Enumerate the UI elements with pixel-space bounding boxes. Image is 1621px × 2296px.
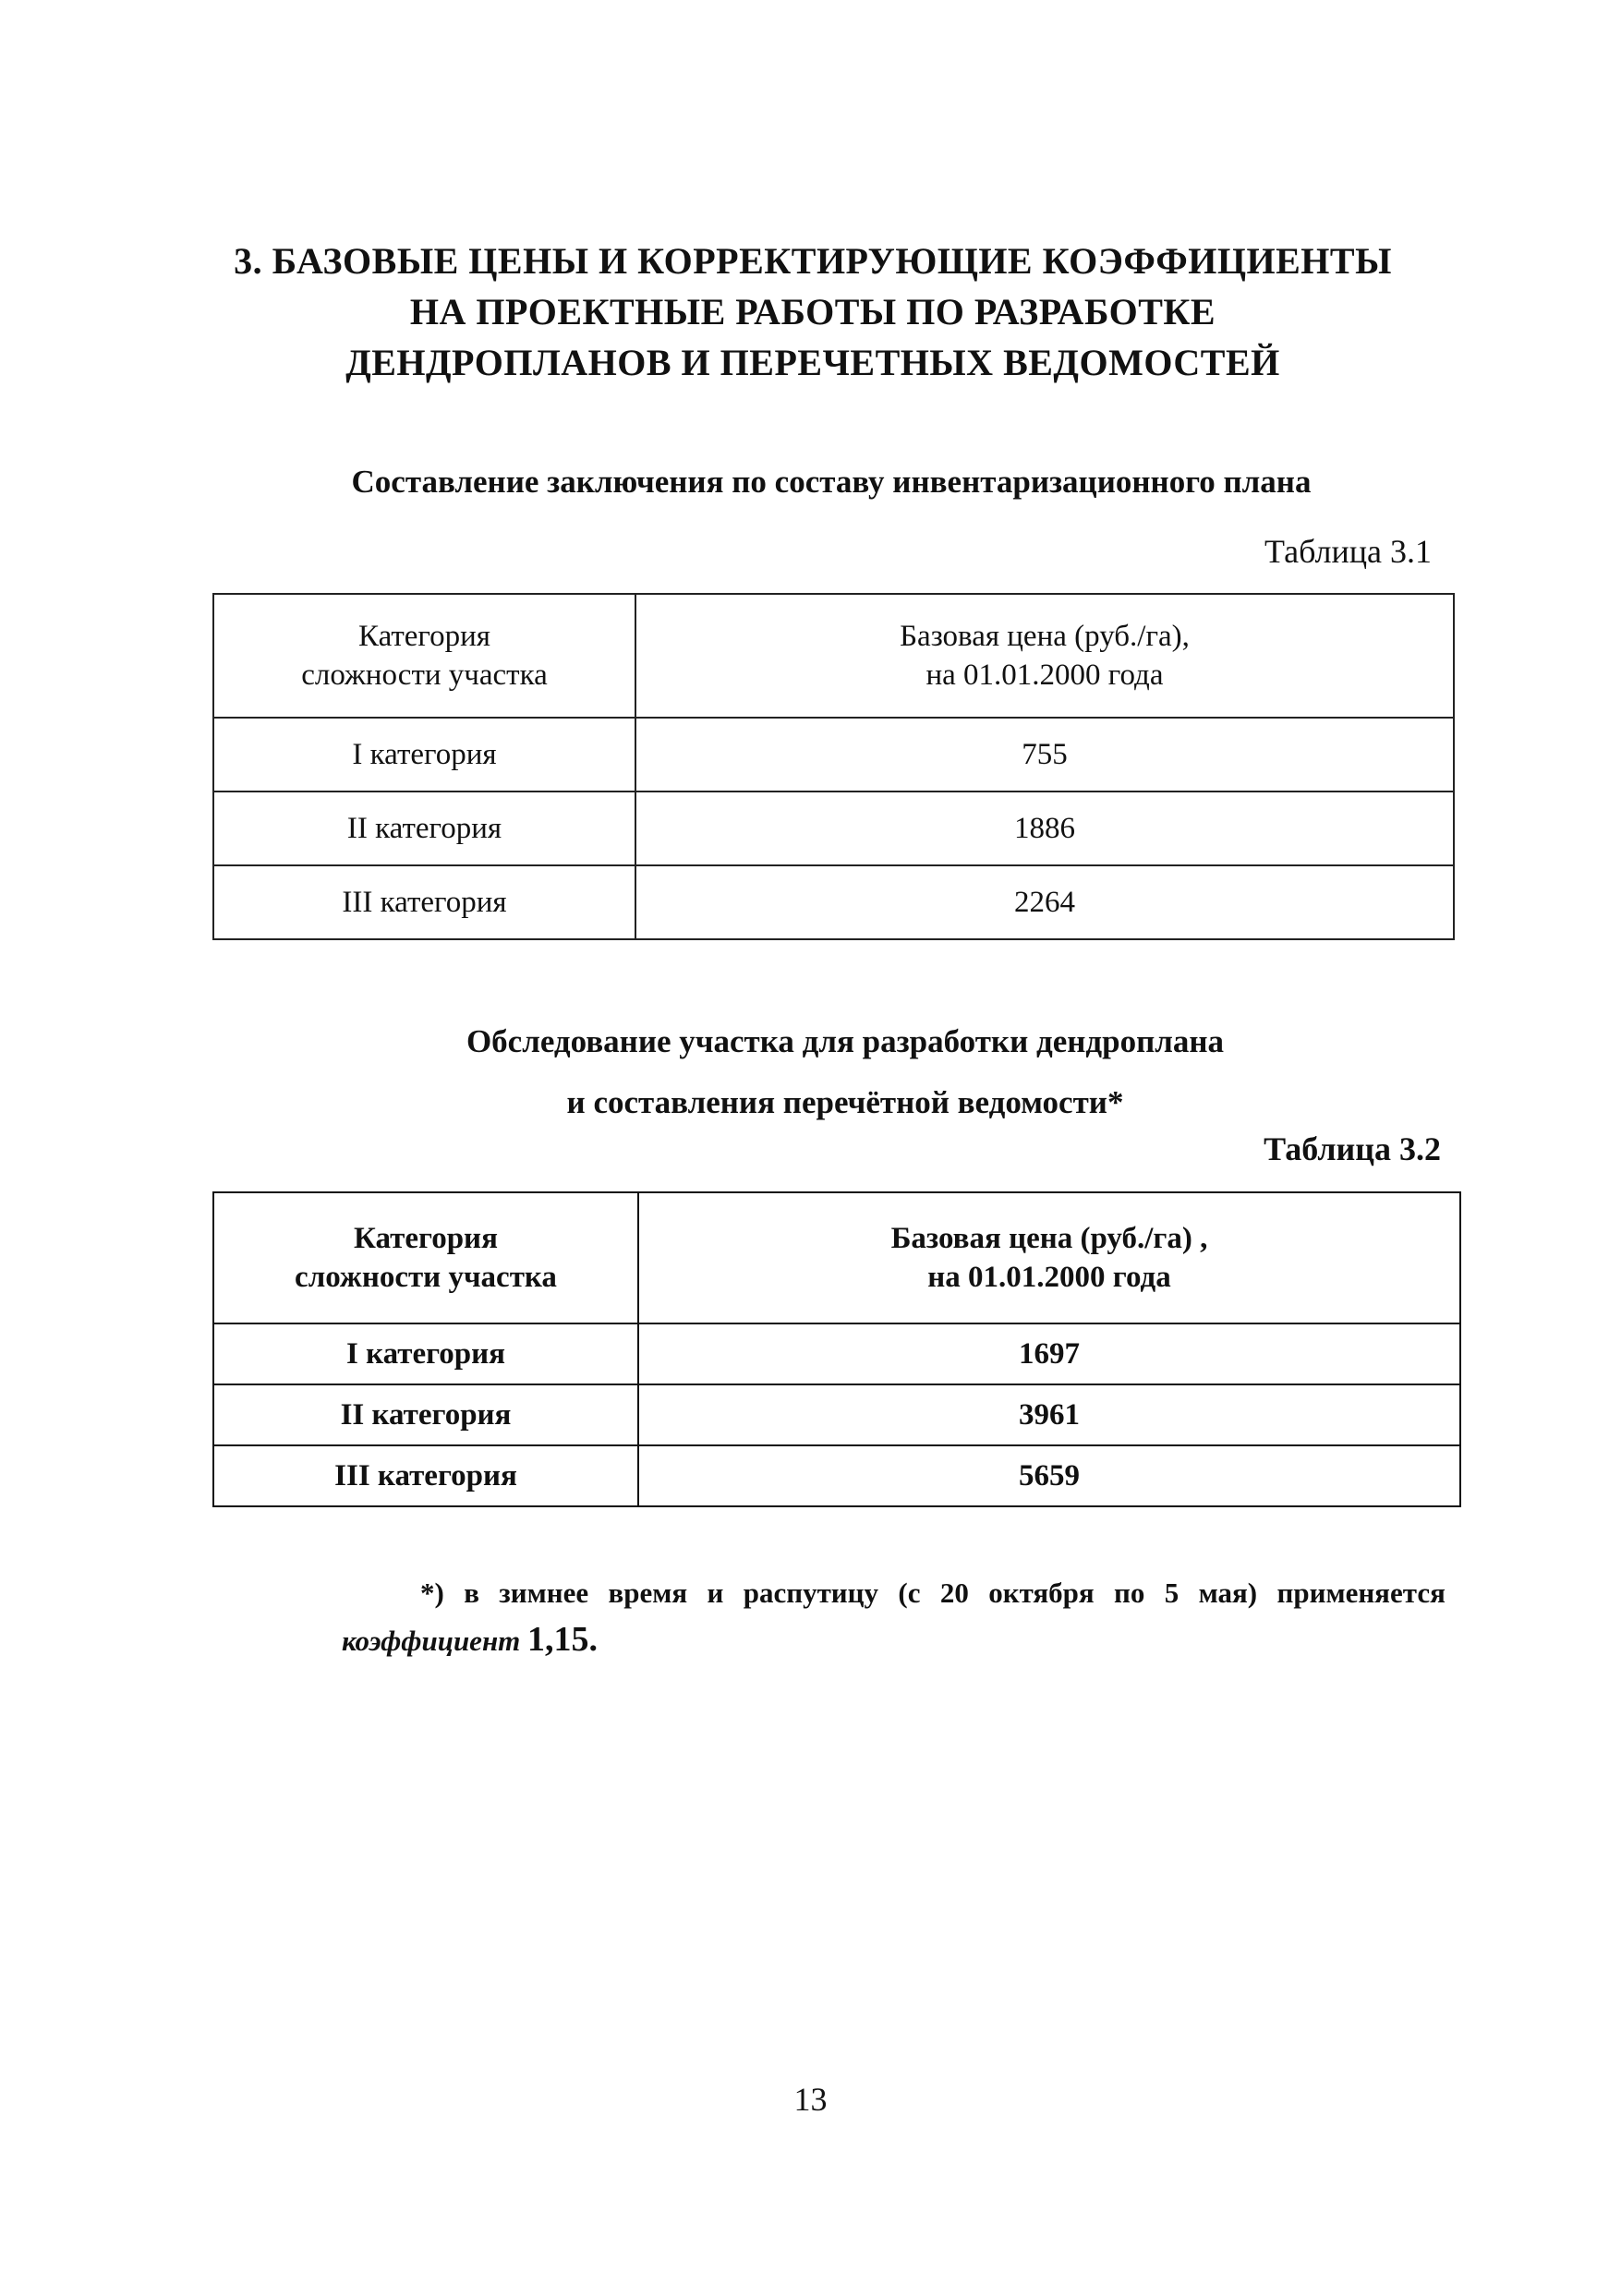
table-row [213,865,1454,939]
footnote-line-1 [342,1570,1446,1616]
header-price-line-2: на 01.01.2000 года [925,659,1164,692]
table-header-row [213,1192,1460,1323]
table-row [213,718,1454,792]
footnote-word: и [707,1577,724,1609]
table-header-row [213,594,1454,718]
table-row [213,1445,1460,1506]
heading-line-2: НА ПРОЕКТНЫЕ РАБОТЫ ПО РАЗРАБОТКЕ [409,291,1216,332]
page-number: 13 [793,2081,828,2118]
category-cell: I категория [213,718,635,792]
table-3-2-title [277,1011,1413,1133]
header-category-line-2: сложности участка [295,1261,557,1294]
table-row [213,792,1454,865]
price-cell: 3961 [638,1384,1460,1445]
footnote-word: зимнее [499,1577,589,1609]
header-category-line-1: Категория [354,1222,498,1255]
table-3-2-title-line-2: и составления перечётной ведомости* [566,1084,1124,1120]
header-category-line-2: сложности участка [301,659,548,692]
header-price-line-1: Базовая цена (руб./га) , [890,1222,1208,1255]
footnote-coefficient-value: 1,15 [527,1620,589,1659]
price-cell: 1697 [638,1323,1460,1384]
table-3-1-title: Составление заключения по составу инвентаризационного плана [351,464,1312,500]
price-table-3-1 [212,593,1455,940]
footnote-word: (с [898,1577,921,1609]
heading-line-1: 3. БАЗОВЫЕ ЦЕНЫ И КОРРЕКТИРУЮЩИЕ КОЭФФИЦИЕНТЫ [234,240,1392,282]
table-row [213,1323,1460,1384]
table-row [213,1384,1460,1445]
footnote-word: *) [420,1577,444,1609]
footnote-word: время [608,1577,688,1609]
header-category-cell [213,1192,638,1323]
header-price-cell [638,1192,1460,1323]
price-cell: 755 [635,718,1454,792]
table-3-2-label: Таблица 3.2 [1264,1130,1441,1167]
footnote-period: . [588,1620,599,1659]
price-cell: 2264 [635,865,1454,939]
header-category-cell [213,594,635,718]
header-price-line-2: на 01.01.2000 года [927,1261,1171,1294]
heading-line-3: ДЕНДРОПЛАНОВ И ПЕРЕЧЕТНЫХ ВЕДОМОСТЕЙ [345,342,1280,383]
category-cell: III категория [213,865,635,939]
table-3-1-label: Таблица 3.1 [1264,533,1432,570]
footnote-word: октября [988,1577,1095,1609]
price-cell: 1886 [635,792,1454,865]
footnote-line-2 [342,1616,1446,1664]
footnote-word: в [464,1577,479,1609]
header-price-cell [635,594,1454,718]
footnote-coefficient-text: коэффициент [342,1625,521,1657]
price-table-3-2 [212,1191,1461,1507]
footnote-word: 5 [1164,1577,1179,1609]
footnote-word: распутицу [743,1577,879,1609]
header-price-line-1: Базовая цена (руб./га), [900,620,1190,653]
footnote-word: 20 [939,1577,969,1609]
header-category-line-1: Категория [358,620,490,653]
footnote-word: мая) [1198,1577,1258,1609]
table-3-2-title-line-1: Обследование участка для разработки дендроплана [466,1023,1225,1059]
price-cell: 5659 [638,1445,1460,1506]
category-cell: II категория [213,792,635,865]
section-heading [231,236,1395,388]
category-cell: I категория [213,1323,638,1384]
footnote-word: применяется [1276,1577,1446,1609]
category-cell: II категория [213,1384,638,1445]
category-cell: III категория [213,1445,638,1506]
footnote-word: по [1114,1577,1145,1609]
footnote [342,1570,1446,1664]
